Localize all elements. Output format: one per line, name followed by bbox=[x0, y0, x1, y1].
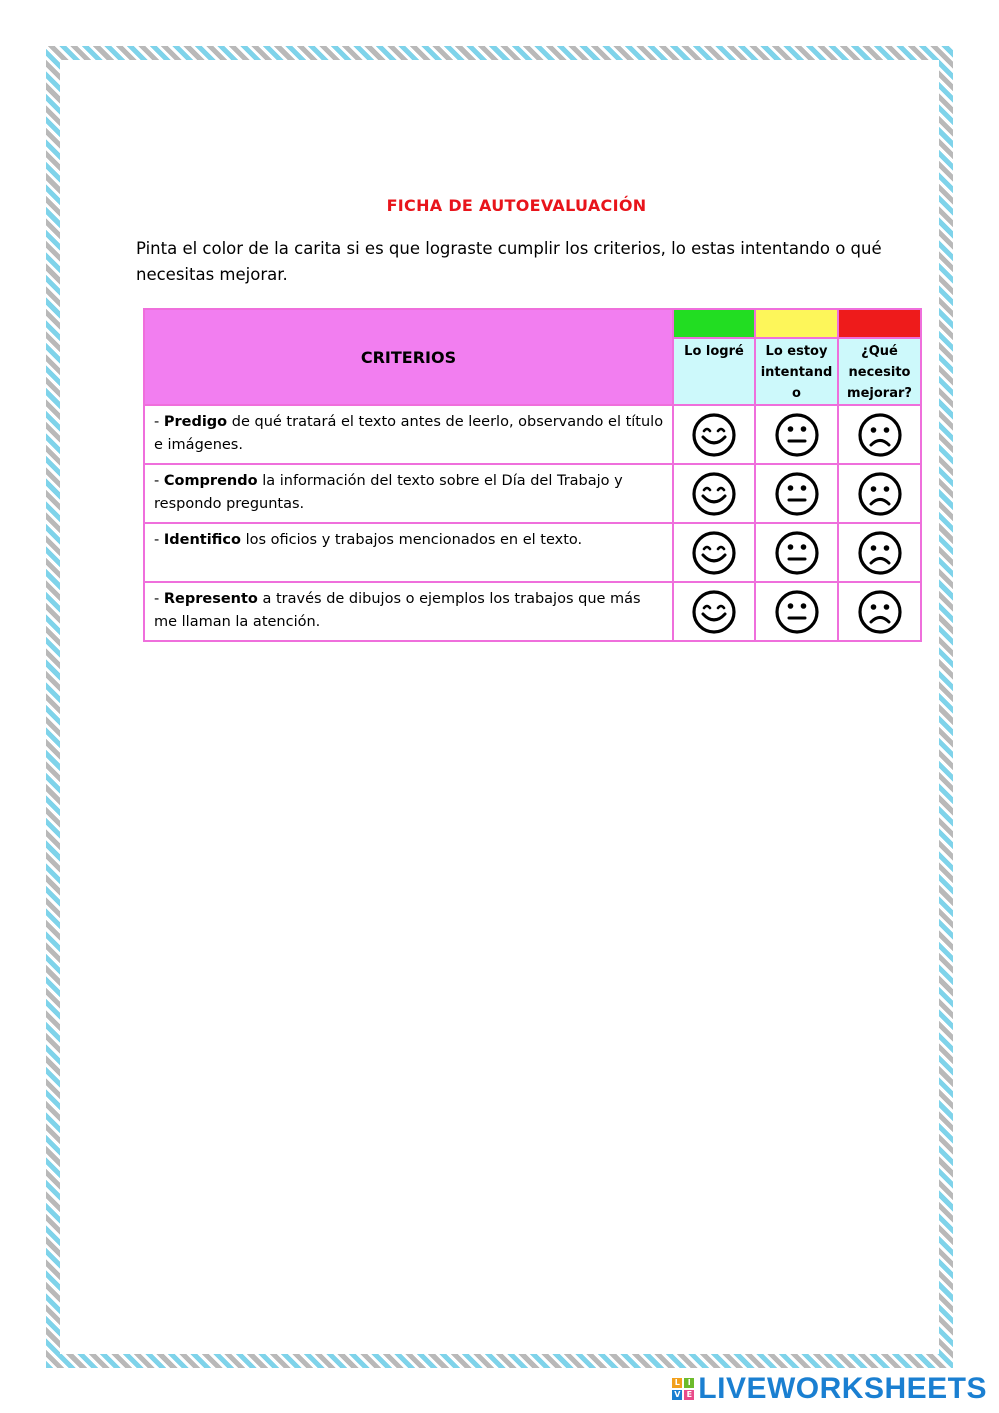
neutral-face-icon bbox=[774, 589, 820, 635]
criteria-row bbox=[144, 405, 921, 464]
face-option[interactable] bbox=[755, 405, 838, 464]
sad-face-icon bbox=[857, 471, 903, 517]
criteria-verb: Represento bbox=[163, 591, 258, 607]
face-option[interactable] bbox=[673, 523, 755, 582]
criteria-verb: Identifico bbox=[163, 532, 241, 548]
criteria-table bbox=[143, 308, 922, 642]
face-option[interactable] bbox=[673, 464, 755, 523]
criteria-description: a través de dibujos o ejemplos los trabajos que más me llaman la atención. bbox=[154, 591, 641, 630]
sad-face-icon bbox=[857, 589, 903, 635]
criteria-prefix: - bbox=[154, 591, 164, 607]
criteria-text bbox=[144, 523, 673, 582]
criteria-description: de qué tratará el texto antes de leerlo, observando el título e imágenes. bbox=[154, 414, 664, 453]
criteria-row bbox=[144, 523, 921, 582]
face-option[interactable] bbox=[838, 405, 921, 464]
criteria-text bbox=[144, 464, 673, 523]
neutral-face-icon bbox=[774, 471, 820, 517]
column-label-achieved: Lo logré bbox=[673, 338, 755, 405]
column-label-trying: Lo estoy intentand o bbox=[755, 338, 838, 405]
instructions-text: Pinta el color de la carita si es que lograste cumplir los criterios, lo estas intentando o qué necesitas mejorar. bbox=[136, 239, 882, 284]
criteria-prefix: - bbox=[154, 532, 164, 548]
face-option[interactable] bbox=[838, 464, 921, 523]
criteria-row bbox=[144, 582, 921, 641]
logo-text: LIVEWORKSHEETS bbox=[698, 1372, 987, 1405]
criteria-prefix: - bbox=[154, 414, 164, 430]
criteria-text bbox=[144, 582, 673, 641]
face-option[interactable] bbox=[755, 582, 838, 641]
criteria-text bbox=[144, 405, 673, 464]
criteria-rows bbox=[144, 405, 921, 641]
page-title: FICHA DE AUTOEVALUACIÓN bbox=[386, 196, 647, 215]
swatch-trying bbox=[755, 309, 838, 338]
neutral-face-icon bbox=[774, 530, 820, 576]
face-option[interactable] bbox=[838, 523, 921, 582]
happy-face-icon bbox=[691, 530, 737, 576]
neutral-face-icon bbox=[774, 412, 820, 458]
logo-letter: V bbox=[674, 1390, 681, 1399]
column-label-improve: ¿Qué necesito mejorar? bbox=[838, 338, 921, 405]
criteria-header: CRITERIOS bbox=[144, 309, 673, 405]
face-option[interactable] bbox=[755, 523, 838, 582]
sad-face-icon bbox=[857, 530, 903, 576]
criteria-verb: Comprendo bbox=[163, 473, 258, 489]
criteria-row bbox=[144, 464, 921, 523]
logo-blocks-icon bbox=[672, 1378, 694, 1400]
logo-letter: L bbox=[672, 1378, 682, 1388]
face-option[interactable] bbox=[673, 582, 755, 641]
criteria-verb: Predigo bbox=[163, 414, 228, 430]
criteria-description: la información del texto sobre el Día del Trabajo y respondo preguntas. bbox=[154, 473, 623, 512]
swatch-achieved bbox=[673, 309, 755, 338]
happy-face-icon bbox=[691, 471, 737, 517]
criteria-prefix: - bbox=[154, 473, 164, 489]
face-option[interactable] bbox=[673, 405, 755, 464]
criteria-description: los oficios y trabajos mencionados en el texto. bbox=[240, 532, 583, 548]
liveworksheets-logo bbox=[672, 1372, 987, 1406]
logo-letter: I bbox=[684, 1378, 694, 1388]
sad-face-icon bbox=[857, 412, 903, 458]
logo-letter: E bbox=[684, 1390, 694, 1400]
face-option[interactable] bbox=[755, 464, 838, 523]
swatch-improve bbox=[838, 309, 921, 338]
happy-face-icon bbox=[691, 589, 737, 635]
face-option[interactable] bbox=[838, 582, 921, 641]
happy-face-icon bbox=[691, 412, 737, 458]
